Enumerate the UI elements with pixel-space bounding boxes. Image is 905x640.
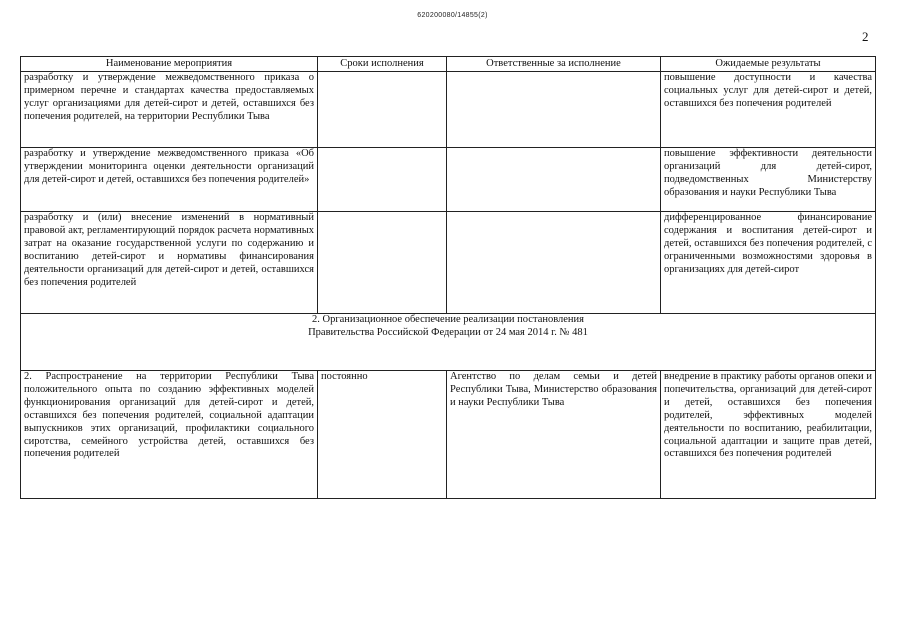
responsible-cell — [447, 72, 661, 148]
result-cell: внедрение в практику работы органов опеки и попечительства, организаций для детей-сирот и детей, оставшихся без попечения родителей, эффективных моделей деятельности по воспитанию, реабилитации, социальной адаптации и защите прав детей, оставшихся без попечения родителей — [661, 371, 876, 499]
header-responsible: Ответственные за исполнение — [447, 57, 661, 72]
measures-table — [20, 56, 876, 499]
responsible-cell — [447, 148, 661, 212]
responsible-cell: Агентство по делам семьи и детей Республики Тыва, Министерство образования и науки Республики Тыва — [447, 371, 661, 499]
measure-name-cell: разработку и (или) внесение изменений в нормативный правовой акт, регламентирующий порядок расчета нормативных затрат на оказание государственной услуги по содержанию и воспитанию детей-сирот и нормативы финансирования деятельности организаций для детей-сирот и детей, оставшихся без попечения родителей — [21, 212, 318, 314]
header-expected-results: Ожидаемые результаты — [661, 57, 876, 72]
result-cell: повышение эффективности деятельности организаций для детей-сирот, подведомственных Министерству образования и науки Республики Тыва — [661, 148, 876, 212]
page-number: 2 — [862, 29, 869, 44]
section-heading — [21, 314, 876, 371]
result-cell: повышение доступности и качества социальных услуг для детей-сирот и детей, оставшихся без попечения родителей — [661, 72, 876, 148]
table-header-row — [21, 57, 876, 72]
section-row — [21, 314, 876, 371]
deadline-cell — [318, 212, 447, 314]
deadline-cell — [318, 72, 447, 148]
table-row — [21, 148, 876, 212]
deadline-cell: постоянно — [318, 371, 447, 499]
header-deadline: Сроки исполнения — [318, 57, 447, 72]
table-row — [21, 212, 876, 314]
responsible-cell — [447, 212, 661, 314]
table-row — [21, 371, 876, 499]
table-row — [21, 72, 876, 148]
deadline-cell — [318, 148, 447, 212]
measure-name-cell: 2. Распространение на территории Республики Тыва положительного опыта по созданию эффективных моделей функционирования организаций для детей-сирот и детей, оставшихся без попечения родителей, социальной адаптации выпускников этих организаций, профилактики социального сиротства, семейного устройства детей, оставшихся без попечения родителей — [21, 371, 318, 499]
measure-name-cell: разработку и утверждение межведомственного приказа о примерном перечне и стандартах качества предоставляемых услуг организациями для детей-сирот и детей, оставшихся без попечения родителей, на территории Республики Тыва — [21, 72, 318, 148]
header-measure-name: Наименование мероприятия — [21, 57, 318, 72]
result-cell: дифференцированное финансирование содержания и воспитания детей-сирот и детей, оставшихся без попечения родителей, с ограниченными возможностями здоровья в организациях для детей-сирот — [661, 212, 876, 314]
measure-name-cell: разработку и утверждение межведомственного приказа «Об утверждении мониторинга оценки деятельности организаций для детей-сирот и детей, оставшихся без попечения родителей» — [21, 148, 318, 212]
section-heading-line-2: Правительства Российской Федерации от 24 мая 2014 г. № 481 — [308, 326, 588, 338]
document-code: 620200080/14855(2) — [417, 12, 488, 19]
section-heading-line-1: 2. Организационное обеспечение реализации постановления — [311, 314, 585, 325]
